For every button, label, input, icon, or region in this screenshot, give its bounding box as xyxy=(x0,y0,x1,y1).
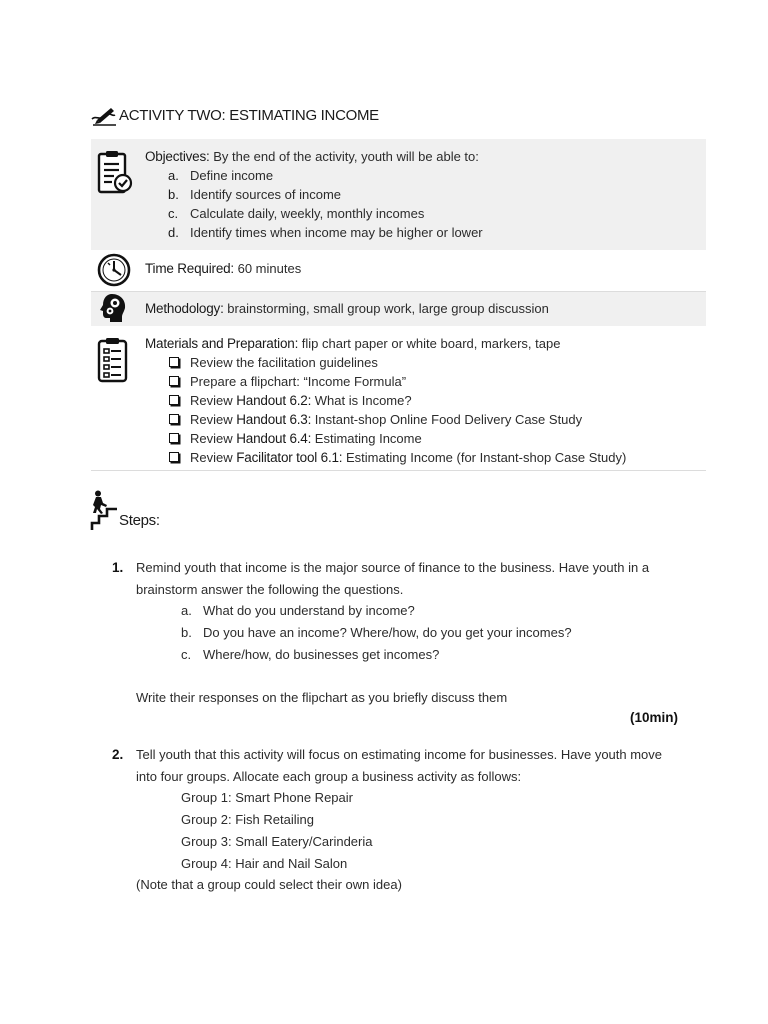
time-value: 60 minutes xyxy=(237,261,302,276)
checkbox-icon xyxy=(169,452,179,462)
step-number: 1. xyxy=(112,560,124,575)
stairs-climber-icon xyxy=(90,490,118,532)
objectives-section xyxy=(91,139,706,250)
step-note: (Note that a group could select their own idea) xyxy=(136,877,402,893)
material-item: Review Handout 6.2: What is Income? xyxy=(145,391,698,410)
steps-heading-text: Steps: xyxy=(119,512,160,529)
step-2 xyxy=(112,744,682,896)
clipboard-check-icon xyxy=(96,149,134,195)
question-item: b. Do you have an income? Where/how, do you get your incomes? xyxy=(181,625,572,641)
methodology-label: Methodology: xyxy=(145,301,224,316)
pen-writing-icon xyxy=(90,104,118,126)
clock-icon xyxy=(97,253,131,287)
methodology-section xyxy=(91,292,706,326)
step-duration: (10min) xyxy=(629,710,678,725)
objective-item: a. Define income xyxy=(168,168,274,183)
time-section xyxy=(91,251,706,292)
checkbox-icon xyxy=(169,395,179,405)
material-item: Review Handout 6.3: Instant-shop Online Food Delivery Case Study xyxy=(145,410,698,429)
materials-section xyxy=(91,327,706,471)
checklist-clipboard-icon xyxy=(96,336,130,384)
question-item: c. Where/how, do businesses get incomes? xyxy=(181,646,440,662)
group-item: Group 1: Smart Phone Repair xyxy=(181,790,353,806)
activity-title-text: ACTIVITY TWO: ESTIMATING INCOME xyxy=(119,106,379,124)
step-1 xyxy=(112,557,682,709)
objectives-intro: By the end of the activity, youth will be able to: xyxy=(213,149,479,164)
step-text: Remind youth that income is the major source of finance to the business. Have youth in a brainstorm answer the following the questions. xyxy=(136,560,650,597)
group-item: Group 2: Fish Retailing xyxy=(181,812,314,828)
material-item: Prepare a flipchart: “Income Formula” xyxy=(145,372,698,391)
checkbox-icon xyxy=(169,376,179,386)
step-note: Write their responses on the flipchart as you briefly discuss them xyxy=(136,690,508,706)
question-item: a. What do you understand by income? xyxy=(181,603,415,619)
steps-heading xyxy=(90,490,160,532)
step-text: Tell youth that this activity will focus on estimating income for businesses. Have youth move into four groups. Allocate each group a business activity as follows: xyxy=(136,747,663,784)
material-item: Review Facilitator tool 6.1: Estimating Income (for Instant-shop Case Study) xyxy=(145,448,698,467)
materials-intro: flip chart paper or white board, markers, tape xyxy=(301,336,561,351)
head-gears-icon xyxy=(98,292,128,324)
activity-title xyxy=(90,104,379,126)
checkbox-icon xyxy=(169,414,179,424)
objective-item: b. Identify sources of income xyxy=(168,187,342,202)
time-label: Time Required: xyxy=(145,261,234,276)
materials-label: Materials and Preparation: xyxy=(145,336,299,351)
checkbox-icon xyxy=(169,433,179,443)
group-item: Group 3: Small Eatery/Carinderia xyxy=(181,833,373,849)
step-number: 2. xyxy=(112,747,124,762)
checkbox-icon xyxy=(169,357,179,367)
objective-item: d. Identify times when income may be higher or lower xyxy=(168,225,483,240)
material-item: Review Handout 6.4: Estimating Income xyxy=(145,429,698,448)
objectives-label: Objectives: xyxy=(145,149,210,164)
methodology-value: brainstorming, small group work, large group discussion xyxy=(227,301,549,316)
material-item: Review the facilitation guidelines xyxy=(145,353,698,372)
objective-item: c. Calculate daily, weekly, monthly incomes xyxy=(168,206,425,221)
group-item: Group 4: Hair and Nail Salon xyxy=(181,855,348,871)
